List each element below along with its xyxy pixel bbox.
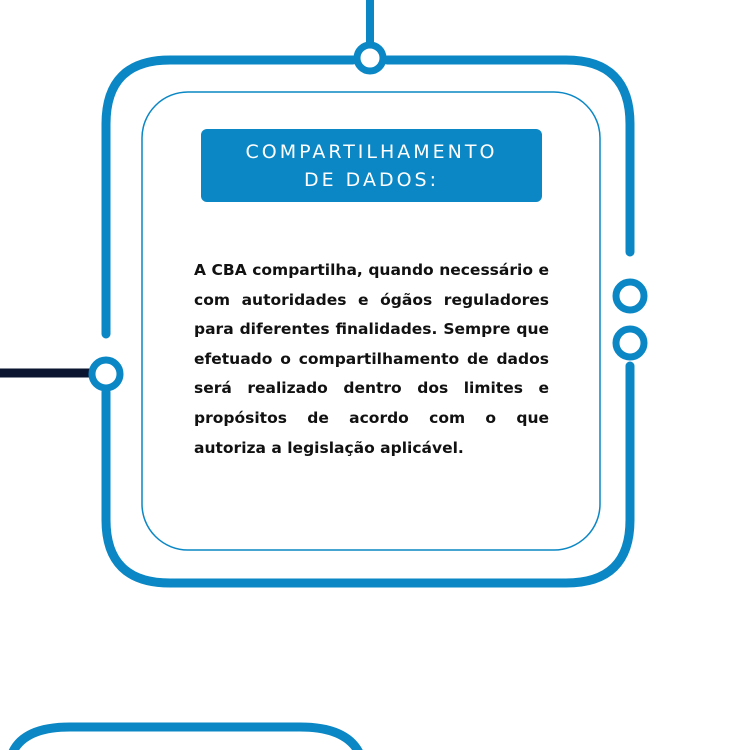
- card-title-box: [201, 129, 542, 202]
- right-connector-node-upper: [616, 282, 644, 310]
- card-body-text: A CBA compartilha, quando necessário e com autoridades e ógãos reguladores para diferentes finalidades. Sempre que efetuado o compartilhamento de dados será realizado dentro dos limites e propósitos de acordo com o que autoriza a legislação aplicável.: [194, 261, 549, 457]
- next-card-frame-top: [10, 727, 362, 750]
- card-title-line-2: DE DADOS:: [303, 168, 440, 191]
- right-connector-node-lower: [616, 329, 644, 357]
- card-title-line-1: COMPARTILHAMENTO: [245, 140, 498, 163]
- left-connector-node: [92, 360, 120, 388]
- top-connector-node: [357, 45, 383, 71]
